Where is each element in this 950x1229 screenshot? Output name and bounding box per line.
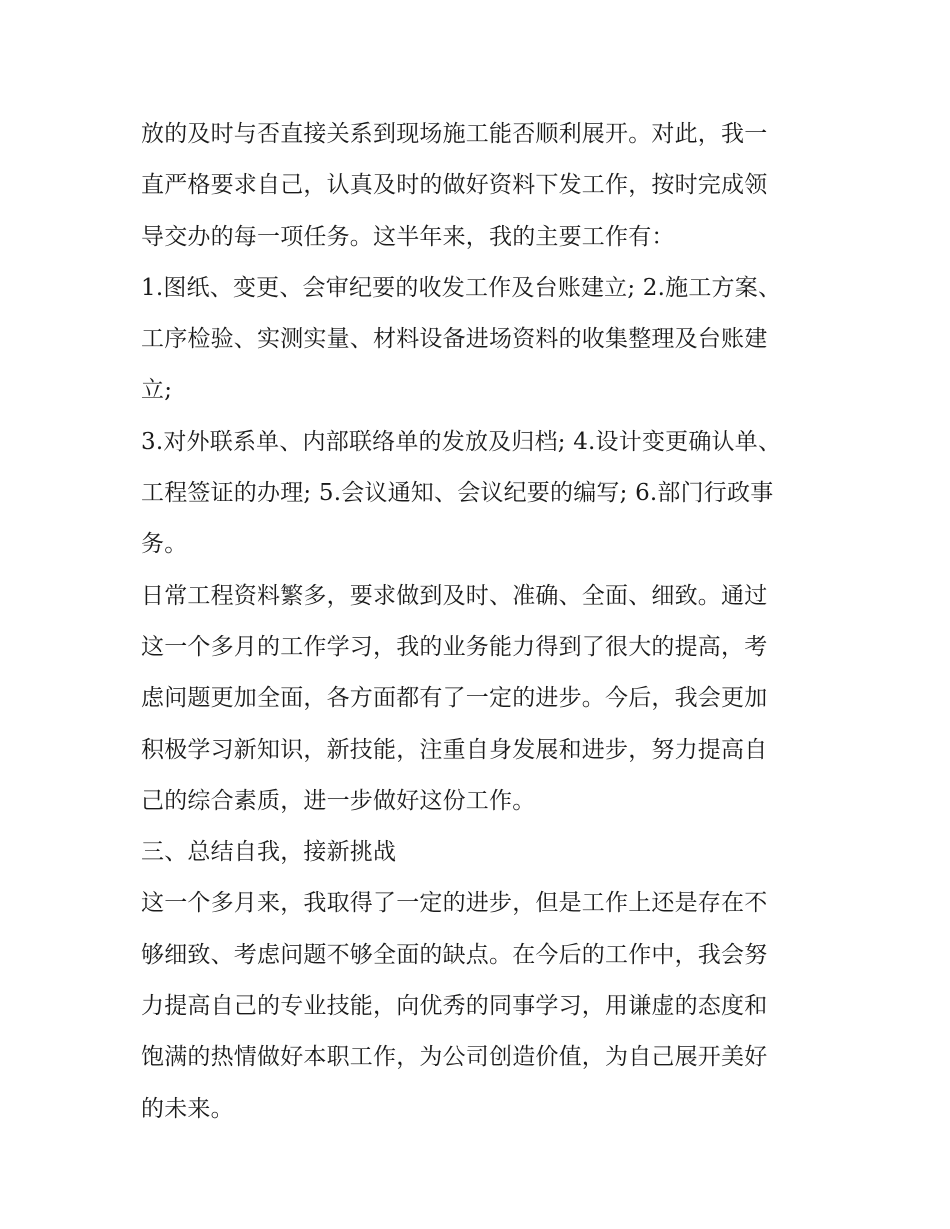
list-item-line: 3.对外联系单、内部联络单的发放及归档; 4.设计变更确认单、: [141, 428, 782, 455]
list-item-line: 立;: [141, 377, 173, 404]
text-line: 这一个多月来，我取得了一定的进步，但是工作上还是存在不: [141, 890, 768, 917]
text-line: 积极学习新知识，新技能，注重自身发展和进步，努力提高自: [141, 736, 768, 763]
text-line: 这一个多月的工作学习，我的业务能力得到了很大的提高，考: [141, 633, 768, 660]
text-line: 够细致、考虑问题不够全面的缺点。在今后的工作中，我会努: [141, 941, 768, 968]
text-line: 饱满的热情做好本职工作，为公司创造价值，为自己展开美好: [141, 1044, 768, 1071]
list-item-line: 务。: [141, 531, 188, 558]
body-text: [141, 109, 813, 1135]
text-line: 直严格要求自己，认真及时的做好资料下发工作，按时完成领: [141, 172, 768, 199]
text-line: 己的综合素质，进一步做好这份工作。: [141, 787, 536, 814]
text-line: 放的及时与否直接关系到现场施工能否顺利展开。对此，我一: [141, 121, 768, 147]
list-item-line: 1.图纸、变更、会审纪要的收发工作及台账建立; 2.施工方案、: [141, 274, 782, 301]
text-line: 的未来。: [141, 1095, 234, 1122]
list-item-line: 工序检验、实测实量、材料设备进场资料的收集整理及台账建: [141, 326, 768, 353]
section-heading: 三、总结自我，接新挑战: [141, 839, 397, 866]
text-line: 虑问题更加全面，各方面都有了一定的进步。今后，我会更加: [141, 685, 768, 712]
text-line: 力提高自己的专业技能，向优秀的同事学习，用谦虚的态度和: [141, 993, 768, 1020]
text-line: 导交办的每一项任务。这半年来，我的主要工作有：: [141, 223, 675, 250]
text-line: 日常工程资料繁多，要求做到及时、准确、全面、细致。通过: [141, 582, 768, 609]
list-item-line: 工程签证的办理; 5.会议通知、会议纪要的编写; 6.部门行政事: [141, 480, 774, 507]
